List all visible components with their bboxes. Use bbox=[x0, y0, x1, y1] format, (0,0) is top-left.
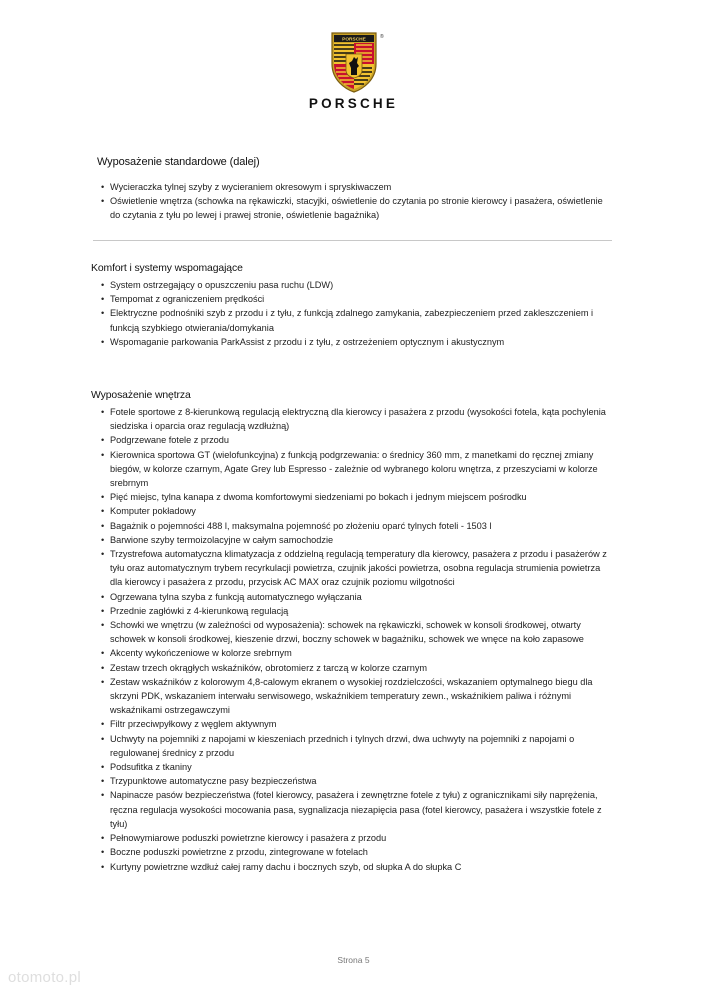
list-item: • Filtr przeciwpyłkowy z węglem aktywnym bbox=[101, 717, 611, 731]
wordmark-text: PORSCHE bbox=[308, 96, 399, 110]
list-item: • Podsufitka z tkaniny bbox=[101, 760, 611, 774]
page-header bbox=[0, 0, 707, 120]
crest-text: PORSCHE bbox=[342, 37, 366, 43]
list-item: • Zestaw trzech okrągłych wskaźników, obrotomierz z tarczą w kolorze czarnym bbox=[101, 661, 611, 675]
list-item: • Kierownica sportowa GT (wielofunkcyjna) z funkcją podgrzewania: o średnicy 360 mm, z manetkami do ręcznej zmiany biegów, w kolorze czarnym, Agate Grey lub Espresso - zależnie od wybranego koloru wnętrza, z przeszyciami w kolorze srebrnym bbox=[101, 448, 611, 491]
list-item: • Wycieraczka tylnej szyby z wycieraniem okresowym i spryskiwaczem bbox=[101, 180, 611, 194]
list-item: • Akcenty wykończeniowe w kolorze srebrnym bbox=[101, 646, 611, 660]
list-item: • System ostrzegający o opuszczeniu pasa ruchu (LDW) bbox=[101, 278, 611, 292]
list-item: • Ogrzewana tylna szyba z funkcją automatycznego wyłączania bbox=[101, 590, 611, 604]
section-title-comfort-assist: Komfort i systemy wspomagające bbox=[91, 263, 243, 274]
list-item: • Pięć miejsc, tylna kanapa z dwoma komfortowymi siedzeniami po bokach i jednym miejscem pośrodku bbox=[101, 490, 611, 504]
list-item: • Schowki we wnętrzu (w zależności od wyposażenia): schowek na rękawiczki, schowek w konsoli środkowej, otwarty schowek w konsoli środkowej, kieszenie drzwi, boczny schowek w bagażniku, schowek we wnęce na koło zapasowe bbox=[101, 618, 611, 646]
list-item: • Komputer pokładowy bbox=[101, 504, 611, 518]
list-item: • Elektryczne podnośniki szyb z przodu i z tyłu, z funkcją zdalnego zamykania, zabezpieczeniem przed zakleszczeniem i funkcją szybkiego otwierania/domykania bbox=[101, 306, 611, 334]
list-item: • Trzystrefowa automatyczna klimatyzacja z oddzielną regulacją temperatury dla kierowcy, pasażera z przodu i pasażerów z tyłu oraz automatycznym trybem recyrkulacji powietrza, czujnik jakości powietrza, osobna regulacja strumienia powietrza dla kierowcy i pasażera z przodu, przycisk AC MAX oraz czujnik poziomu wilgotności bbox=[101, 547, 611, 590]
list-item: • Uchwyty na pojemniki z napojami w kieszeniach przednich i tylnych drzwi, dwa uchwyty na pojemniki z napojami o regulowanej średnicy z przodu bbox=[101, 732, 611, 760]
section-divider bbox=[93, 240, 612, 241]
interior-equipment-list bbox=[101, 405, 611, 874]
list-item: • Fotele sportowe z 8-kierunkową regulacją elektryczną dla kierowcy i pasażera z przodu (wysokości fotela, kąta pochylenia siedziska i oparcia oraz regulacją wzdłużną) bbox=[101, 405, 611, 433]
porsche-wordmark-logo bbox=[277, 96, 430, 110]
list-item: • Przednie zagłówki z 4-kierunkową regulacją bbox=[101, 604, 611, 618]
porsche-crest-logo bbox=[329, 30, 379, 94]
list-item: • Barwione szyby termoizolacyjne w całym samochodzie bbox=[101, 533, 611, 547]
list-item: • Napinacze pasów bezpieczeństwa (fotel kierowcy, pasażera i zewnętrzne fotele z tyłu) z ogranicznikami siły naprężenia, ręczna regulacja wysokości mocowania pasa, sygnalizacja niezapięcia pasa (fotel kierowcy, pasażera i wszystkie fotele z tyłu) bbox=[101, 788, 611, 831]
watermark: otomoto.pl bbox=[8, 969, 82, 986]
list-item: • Tempomat z ograniczeniem prędkości bbox=[101, 292, 611, 306]
list-item: • Wspomaganie parkowania ParkAssist z przodu i z tyłu, z ostrzeżeniem optycznym i akustycznym bbox=[101, 335, 611, 349]
section-title-interior-equipment: Wyposażenie wnętrza bbox=[91, 390, 191, 401]
list-item: • Trzypunktowe automatyczne pasy bezpieczeństwa bbox=[101, 774, 611, 788]
registered-mark: ® bbox=[380, 34, 384, 40]
list-item: • Zestaw wskaźników z kolorowym 4,8-calowym ekranem o wysokiej rozdzielczości, wskazaniem optymalnego biegu dla skrzyni PDK, wskazaniem interwału serwisowego, wskaźnikiem temperatury zewn., wskaźnikiem paliwa i różnymi wskaźnikami ostrzegawczymi bbox=[101, 675, 611, 718]
list-item: • Pełnowymiarowe poduszki powietrzne kierowcy i pasażera z przodu bbox=[101, 831, 611, 845]
page-number: Strona 5 bbox=[337, 955, 370, 965]
list-item: • Bagażnik o pojemności 488 l, maksymalna pojemność po złożeniu oparć tylnych foteli - 1503 l bbox=[101, 519, 611, 533]
list-item: • Podgrzewane fotele z przodu bbox=[101, 433, 611, 447]
list-item: • Kurtyny powietrzne wzdłuż całej ramy dachu i bocznych szyb, od słupka A do słupka C bbox=[101, 860, 611, 874]
comfort-assist-list bbox=[101, 278, 611, 349]
list-item: • Boczne poduszki powietrzne z przodu, zintegrowane w fotelach bbox=[101, 845, 611, 859]
list-item: • Oświetlenie wnętrza (schowka na rękawiczki, stacyjki, oświetlenie do czytania po stronie kierowcy i pasażera, oświetlenie do czytania z tyłu po lewej i prawej stronie, oświetlenie bagażnika) bbox=[101, 194, 611, 222]
standard-equipment-list bbox=[101, 180, 611, 223]
section-title-standard-equipment: Wyposażenie standardowe (dalej) bbox=[97, 156, 260, 168]
